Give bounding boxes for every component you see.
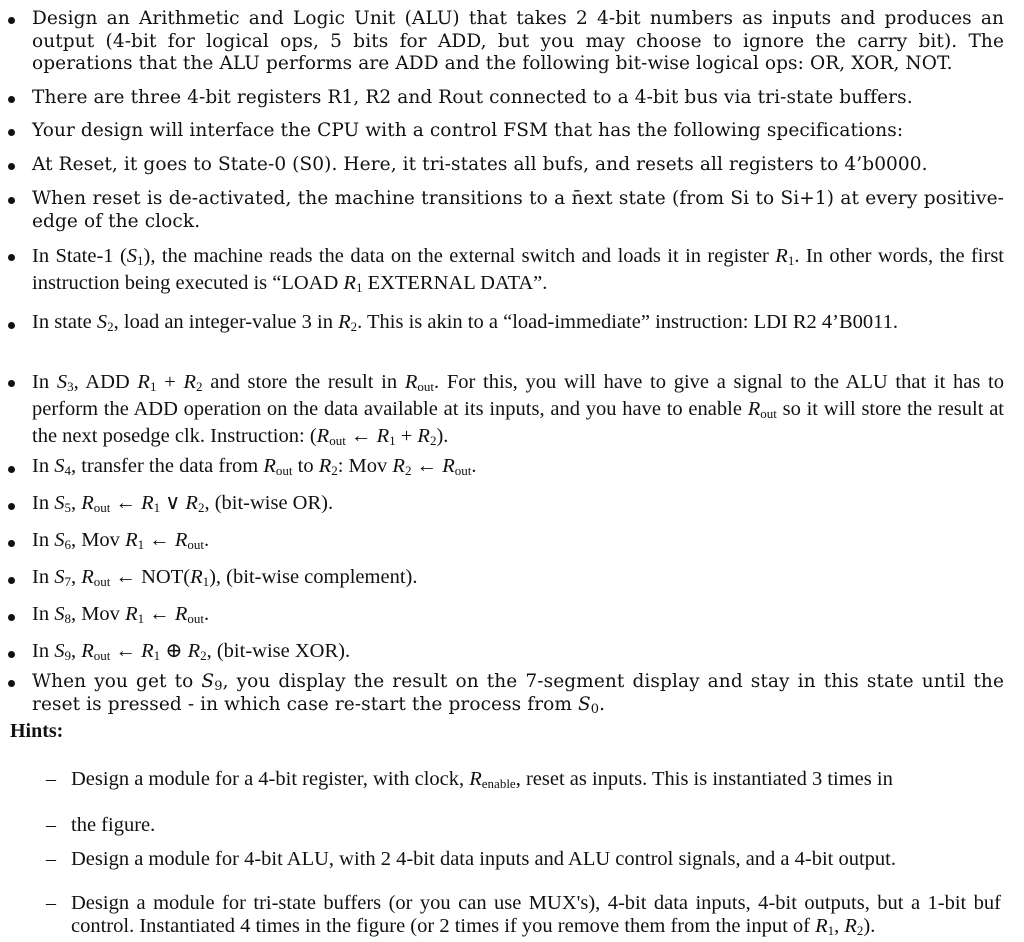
list-item-text: In $S_9$, $R_{out}$ ← $R_1$ ⊕ $R_2$, (bit-wise XOR). [32, 640, 351, 663]
bullet-dot [8, 614, 15, 621]
list-item-text: In $S_5$, $R_{out}$ ← $R_1$ ∨ $R_2$, (bit-wise OR). [32, 492, 334, 515]
bullet-dot [8, 322, 15, 329]
bullet-dot [8, 163, 15, 170]
bullet-dot [8, 17, 15, 24]
list-item-text: When reset is de-activated, the machine transitions to a n̄ext state (from Si to Si+1) at every positive-edge of the clock. [32, 188, 1004, 232]
list-item-text: At Reset, it goes to State-0 (S0). Here, it tri-states all bufs, and resets all registers to 4’b0000. [32, 154, 928, 175]
list-item-text: Your design will interface the CPU with a control FSM that has the following specifications: [32, 120, 904, 141]
list-item-text: In $S_7$, $R_{out}$ ← $NOT(R_1)$, (bit-wise complement). [32, 566, 418, 589]
list-item-text: In $S_8$, Mov $R_1$ ← $R_{out}$. [32, 603, 210, 626]
bullet-dot [8, 651, 15, 658]
bullet-dot [8, 197, 15, 204]
bullet-dot [8, 380, 15, 387]
bullet-dot [8, 96, 15, 103]
list-item-text: Design an Arithmetic and Logic Unit (ALU) that takes 2 4-bit numbers as inputs and produces an output (4-bit for logical ops, 5 bits for ADD, but you may choose to ignore the carry bit). The operations that the ALU performs are ADD and the following bit-wise logical ops: OR, XOR, NOT. [32, 8, 1004, 74]
hint-text: the figure. [71, 814, 156, 836]
dash-marker: – [46, 768, 56, 790]
dash-marker: – [46, 814, 56, 836]
list-item-text: There are three 4-bit registers R1, R2 and Rout connected to a 4-bit bus via tri-state buffers. [32, 87, 913, 108]
bullet-dot [8, 503, 15, 510]
bullet-dot [8, 577, 15, 584]
hints-heading: Hints: [10, 720, 64, 742]
hint-text: Design a module for 4-bit ALU, with 2 4-bit data inputs and ALU control signals, and a 4-bit output. [71, 848, 897, 870]
bullet-dot [8, 466, 15, 473]
list-item-text: When you get to $S_9$, you display the result on the 7-segment display and stay in this state until the reset is pressed - in which case re-start the process from $S_0$. [32, 671, 1004, 717]
dash-marker: – [46, 848, 56, 870]
list-item-text: In state $S_2$, load an integer-value 3 in $R_2$. This is akin to a “load-immediate” instruction: LDI R2 4’B0011. [32, 311, 899, 334]
list-item-text: In State-1 $(S_1)$, the machine reads the data on the external switch and loads it in register $R_1$. In other words, the first instruction being executed is “LOAD $R_1$ EXTERNAL DATA”. [32, 245, 1004, 295]
hint-text: Design a module for a 4-bit register, with clock, $R_{enable}$, reset as inputs. This is instantiated 3 times in [71, 768, 893, 791]
list-item-text: In $S_6$, Mov $R_1$ ← $R_{out}$. [32, 529, 210, 552]
list-item-text: In $S_4$, transfer the data from $R_{out}$ to $R_2$: Mov $R_2$ ← $R_{out}$. [32, 455, 477, 478]
dash-marker: – [46, 892, 56, 914]
bullet-dot [8, 254, 15, 261]
bullet-dot [8, 540, 15, 547]
bullet-dot [8, 129, 15, 136]
hint-text: Design a module for tri-state buffers (or you can use MUX's), 4-bit data inputs, 4-bit outputs, but a 1-bit buf control. Instantiated 4 times in the figure (or 2 times if you remove them from the input of $R_1$, $R_2$). [71, 892, 1001, 938]
bullet-dot [8, 680, 15, 687]
list-item-text: In $S_3$, ADD $R_1 + R_2$ and store the result in $R_{out}$. For this, you will have to give a signal to the ALU that it has to perform the ADD operation on the data available at its inputs, and you have to enable $R_{out}$ so it will store the result at the next posedge clk. Instruction: ($R_{out}$ ← $R_1 + R_2$). [32, 371, 1004, 448]
